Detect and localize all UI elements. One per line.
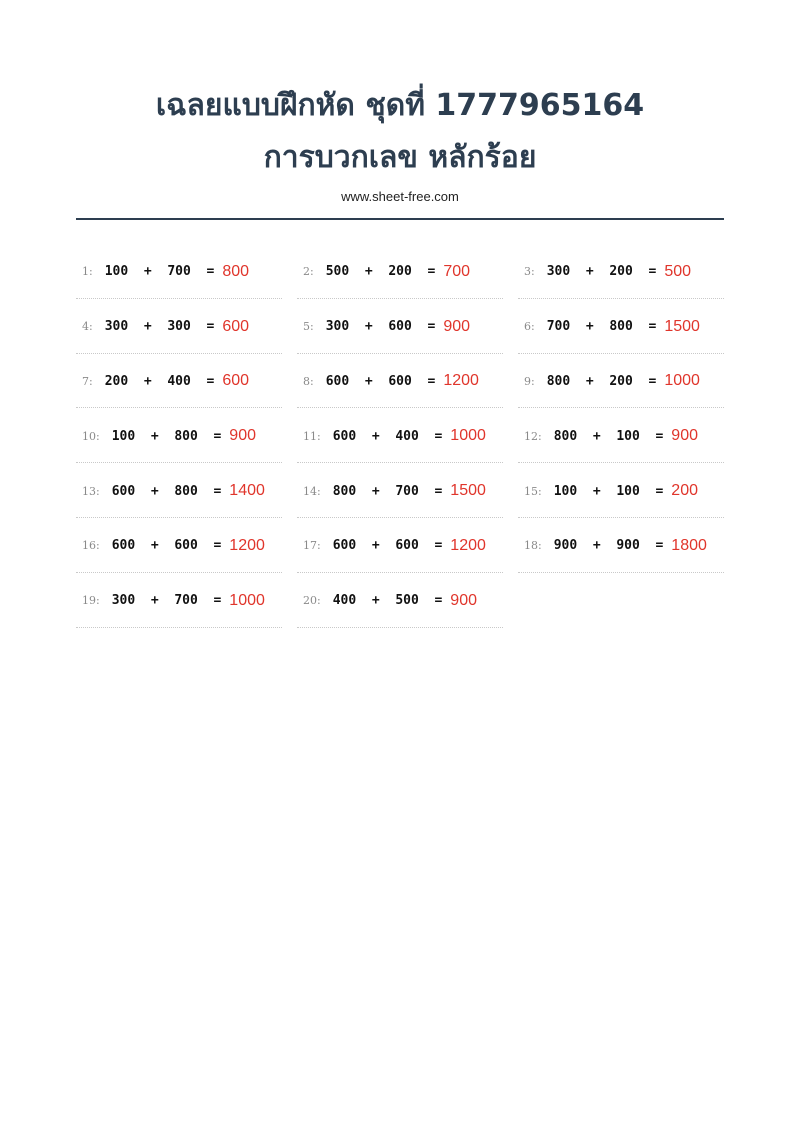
addend-b: 500 [395, 593, 419, 609]
plus-sign: + [143, 264, 152, 280]
page-subtitle: การบวกเลข หลักร้อย [263, 140, 537, 175]
problem-item [297, 299, 503, 354]
problem-expression [326, 319, 436, 334]
problem-number: 3: [524, 265, 535, 279]
problem-item [518, 244, 724, 299]
problem-item [297, 354, 503, 409]
plus-sign: + [585, 319, 594, 335]
equals-sign: = [655, 428, 664, 444]
problem-number: 8: [303, 374, 314, 388]
addend-b: 600 [395, 538, 419, 554]
problem-item [76, 463, 282, 518]
problem-expression [547, 374, 657, 389]
answer-value: 1000 [450, 427, 486, 445]
addend-b: 800 [174, 428, 198, 444]
plus-sign: + [371, 538, 380, 554]
plus-sign: + [143, 373, 152, 389]
answer-value: 1000 [229, 591, 265, 609]
problem-expression [554, 484, 664, 499]
problem-number: 20: [303, 594, 321, 608]
plus-sign: + [371, 483, 380, 499]
addend-a: 300 [546, 264, 571, 280]
problem-item [76, 573, 282, 628]
equals-sign: = [213, 538, 222, 554]
problem-expression [554, 538, 664, 553]
page-title: เฉลยแบบฝึกหัด ชุดที่ 1777965164 [155, 88, 645, 123]
problem-item [297, 463, 503, 518]
equals-sign: = [427, 319, 436, 335]
addend-a: 200 [104, 373, 129, 389]
answer-value: 1400 [229, 482, 265, 500]
answer-value: 600 [222, 317, 250, 335]
addend-a: 800 [332, 483, 357, 499]
problem-number: 13: [82, 484, 100, 498]
addend-b: 700 [174, 593, 198, 609]
equals-sign: = [206, 264, 215, 280]
problem-expression [112, 429, 222, 444]
addend-a: 600 [111, 483, 136, 499]
addend-b: 900 [616, 538, 640, 554]
equals-sign: = [434, 483, 443, 499]
problem-number: 18: [524, 539, 542, 553]
addend-a: 600 [111, 538, 136, 554]
problem-number: 9: [524, 374, 535, 388]
addend-b: 300 [167, 319, 191, 335]
plus-sign: + [150, 483, 159, 499]
problem-item [518, 463, 724, 518]
answer-value: 900 [671, 427, 698, 445]
equals-sign: = [655, 483, 664, 499]
equals-sign: = [655, 538, 664, 554]
addend-a: 400 [332, 593, 357, 609]
answer-value: 1200 [229, 536, 265, 554]
addend-b: 700 [395, 483, 419, 499]
problem-item [76, 518, 282, 573]
plus-sign: + [585, 373, 594, 389]
addend-a: 300 [111, 593, 136, 609]
problem-expression [333, 429, 443, 444]
problem-number: 11: [303, 429, 321, 443]
answer-value: 1200 [443, 372, 479, 390]
problem-item [518, 354, 724, 409]
problem-item [518, 299, 724, 354]
answer-value: 1200 [450, 536, 486, 554]
addend-b: 400 [395, 428, 419, 444]
header-divider [76, 218, 724, 220]
problem-expression [105, 374, 215, 389]
plus-sign: + [592, 428, 601, 444]
plus-sign: + [150, 428, 159, 444]
equals-sign: = [206, 319, 215, 335]
problem-expression [112, 538, 222, 553]
problem-expression [105, 264, 215, 279]
addend-a: 600 [332, 538, 357, 554]
addend-b: 200 [609, 264, 633, 280]
addend-a: 800 [546, 373, 571, 389]
equals-sign: = [434, 538, 443, 554]
problem-item [518, 408, 724, 463]
problem-number: 1: [82, 265, 93, 279]
problem-item [297, 573, 503, 628]
addend-b: 700 [167, 264, 191, 280]
plus-sign: + [371, 593, 380, 609]
addend-a: 100 [553, 483, 578, 499]
problem-expression [326, 264, 436, 279]
problem-number: 5: [303, 320, 314, 334]
plus-sign: + [364, 319, 373, 335]
equals-sign: = [434, 428, 443, 444]
problem-number: 6: [524, 320, 535, 334]
plus-sign: + [592, 483, 601, 499]
addend-a: 500 [325, 264, 350, 280]
addend-b: 200 [388, 264, 412, 280]
problem-item [76, 354, 282, 409]
plus-sign: + [143, 319, 152, 335]
problem-number: 4: [82, 320, 93, 334]
website-label: www.sheet-free.com [341, 189, 459, 204]
answer-value: 500 [664, 262, 692, 280]
equals-sign: = [213, 483, 222, 499]
answer-value: 900 [229, 427, 256, 445]
answer-value: 600 [222, 372, 250, 390]
problem-item [76, 408, 282, 463]
plus-sign: + [150, 538, 159, 554]
plus-sign: + [150, 593, 159, 609]
equals-sign: = [648, 373, 657, 389]
addend-a: 300 [104, 319, 129, 335]
answer-value: 700 [443, 262, 471, 280]
addend-a: 600 [332, 428, 357, 444]
problem-expression [547, 319, 657, 334]
answer-value: 200 [671, 482, 698, 500]
problem-number: 12: [524, 429, 542, 443]
answer-value: 900 [450, 591, 477, 609]
plus-sign: + [371, 428, 380, 444]
problem-item [297, 518, 503, 573]
problem-expression [547, 264, 657, 279]
problem-item [297, 408, 503, 463]
plus-sign: + [364, 373, 373, 389]
equals-sign: = [213, 428, 222, 444]
problem-number: 15: [524, 484, 542, 498]
problem-number: 7: [82, 374, 93, 388]
addend-a: 600 [325, 373, 350, 389]
problem-number: 16: [82, 539, 100, 553]
problem-number: 19: [82, 594, 100, 608]
problem-item [518, 518, 724, 573]
addend-a: 900 [553, 538, 578, 554]
problem-expression [333, 538, 443, 553]
addend-b: 600 [174, 538, 198, 554]
equals-sign: = [648, 264, 657, 280]
problem-expression [554, 429, 664, 444]
addend-b: 100 [616, 428, 640, 444]
answer-value: 1500 [664, 317, 700, 335]
answer-value: 1500 [450, 482, 486, 500]
problem-expression [333, 593, 443, 608]
answer-grid [76, 244, 724, 628]
equals-sign: = [434, 593, 443, 609]
addend-a: 100 [111, 428, 136, 444]
addend-a: 700 [546, 319, 571, 335]
addend-b: 600 [388, 373, 412, 389]
problem-expression [333, 484, 443, 499]
addend-b: 400 [167, 373, 191, 389]
problem-expression [112, 593, 222, 608]
addend-a: 100 [104, 264, 129, 280]
problem-number: 17: [303, 539, 321, 553]
problem-item [76, 299, 282, 354]
problem-item [76, 244, 282, 299]
equals-sign: = [427, 373, 436, 389]
equals-sign: = [213, 593, 222, 609]
addend-b: 800 [609, 319, 633, 335]
equals-sign: = [648, 319, 657, 335]
problem-number: 2: [303, 265, 314, 279]
addend-a: 800 [553, 428, 578, 444]
answer-value: 900 [443, 317, 471, 335]
answer-value: 1000 [664, 372, 700, 390]
problem-number: 14: [303, 484, 321, 498]
addend-b: 800 [174, 483, 198, 499]
problem-expression [112, 484, 222, 499]
plus-sign: + [592, 538, 601, 554]
addend-b: 100 [616, 483, 640, 499]
answer-value: 800 [222, 262, 250, 280]
problem-expression [326, 374, 436, 389]
plus-sign: + [585, 264, 594, 280]
problem-expression [105, 319, 215, 334]
addend-a: 300 [325, 319, 350, 335]
addend-b: 200 [609, 373, 633, 389]
problem-item [297, 244, 503, 299]
plus-sign: + [364, 264, 373, 280]
addend-b: 600 [388, 319, 412, 335]
equals-sign: = [206, 373, 215, 389]
equals-sign: = [427, 264, 436, 280]
problem-number: 10: [82, 429, 100, 443]
answer-value: 1800 [671, 536, 707, 554]
